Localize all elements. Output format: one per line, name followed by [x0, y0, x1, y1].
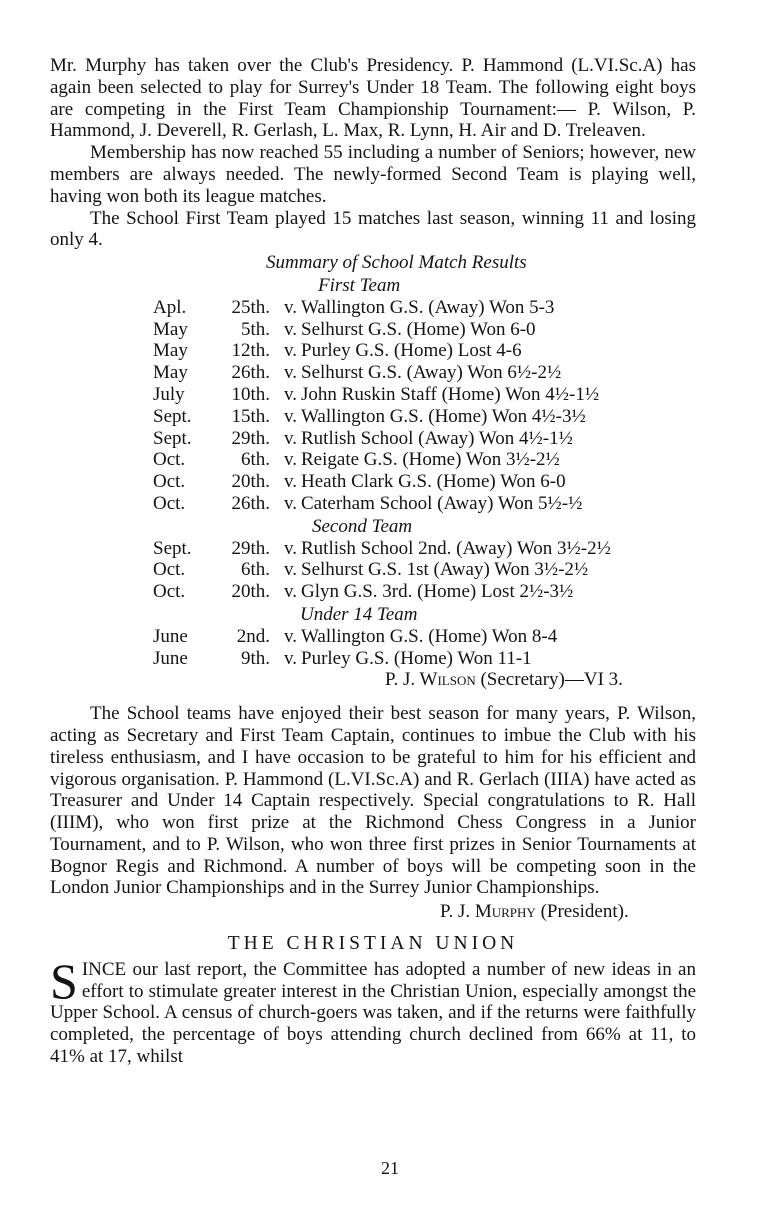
match-month: May — [153, 340, 188, 362]
match-detail: Wallington G.S. (Home) Won 8-4 — [301, 625, 558, 647]
christian-union-paragraph — [50, 952, 696, 1068]
match-versus: v. — [283, 625, 297, 647]
match-month: Sept. — [153, 427, 192, 449]
christian-union-text: INCE our last report, the Committee has adopted a number of new ideas in an effort to stimulate greater interest in the Christian Union, especially amongst the Upper School. A census of church-goers was taken, and if the returns were faithfully completed, the percentage of boys attending church declined from 66% at 11, to 41% at 17, whilst — [50, 958, 696, 1068]
summary-title-text: Summary of School Match Results — [266, 252, 527, 274]
match-row — [153, 581, 696, 603]
match-versus: v. — [283, 340, 297, 362]
match-versus: v. — [283, 647, 297, 669]
match-day: 20th. — [231, 471, 270, 493]
match-row — [153, 319, 696, 341]
match-row — [153, 406, 696, 428]
summary-title — [266, 252, 696, 274]
match-detail: Selhurst G.S. (Home) Won 6-0 — [301, 318, 536, 340]
match-row — [153, 493, 696, 515]
match-versus: v. — [283, 427, 297, 449]
match-detail: John Ruskin Staff (Home) Won 4½-1½ — [301, 383, 600, 405]
match-versus: v. — [283, 296, 297, 318]
match-versus: v. — [283, 581, 297, 603]
match-day: 6th. — [240, 449, 270, 471]
match-detail: Rutlish School (Away) Won 4½-1½ — [301, 427, 573, 449]
text-column — [50, 55, 696, 1068]
match-day: 29th. — [231, 537, 270, 559]
secretary-name: P. J. Wilson — [385, 669, 476, 691]
match-versus: v. — [283, 318, 297, 340]
secretary-signature — [385, 669, 696, 691]
president-role: (President). — [540, 901, 629, 923]
match-row — [153, 340, 696, 362]
match-table — [153, 297, 696, 515]
match-day: 2nd. — [236, 625, 270, 647]
intro-paragraph-1: Mr. Murphy has taken over the Club's Presidency. P. Hammond (L.VI.Sc.A) has again been selected to play for Surrey's Under 18 Team. The following eight boys are competing in the First Team Championship Tournament:— P. Wilson, P. Hammond, J. Deverell, R. Gerlash, L. Max, R. Lynn, H. Air and D. Treleaven. — [50, 55, 696, 142]
match-detail: Wallington G.S. (Away) Won 5-3 — [301, 296, 555, 318]
match-month: Apl. — [153, 296, 187, 318]
match-versus: v. — [283, 405, 297, 427]
match-month: Oct. — [153, 492, 186, 514]
match-day: 10th. — [231, 383, 270, 405]
match-month: Sept. — [153, 537, 192, 559]
page-number: 21 — [381, 1158, 399, 1178]
match-month: May — [153, 362, 188, 384]
section-heading: THE CHRISTIAN UNION — [227, 933, 519, 955]
match-detail: Reigate G.S. (Home) Won 3½-2½ — [301, 449, 560, 471]
match-day: 26th. — [231, 492, 270, 514]
match-versus: v. — [283, 559, 297, 581]
match-detail: Wallington G.S. (Home) Won 4½-3½ — [301, 405, 586, 427]
team-heading: First Team — [318, 274, 401, 296]
match-month: Oct. — [153, 581, 186, 603]
match-month: June — [153, 647, 188, 669]
match-month: July — [153, 383, 185, 405]
president-name: P. J. Murphy — [440, 901, 536, 923]
match-day: 6th. — [240, 559, 270, 581]
match-row — [153, 626, 696, 648]
match-detail: Glyn G.S. 3rd. (Home) Lost 2½-3½ — [301, 581, 574, 603]
match-row — [153, 297, 696, 319]
match-month: June — [153, 625, 188, 647]
match-row — [153, 449, 696, 471]
match-month: May — [153, 318, 188, 340]
match-day: 25th. — [231, 296, 270, 318]
match-versus: v. — [283, 449, 297, 471]
match-versus: v. — [283, 383, 297, 405]
match-versus: v. — [283, 471, 297, 493]
match-row — [153, 362, 696, 384]
match-day: 15th. — [231, 405, 270, 427]
match-row — [153, 471, 696, 493]
intro-paragraph-3: The School First Team played 15 matches last season, winning 11 and losing only 4. — [50, 207, 696, 251]
match-detail: Caterham School (Away) Won 5½-½ — [301, 492, 583, 514]
match-day: 12th. — [231, 340, 270, 362]
intro-paragraph-2: Membership has now reached 55 including a number of Seniors; however, new members are always needed. The newly-formed Second Team is playing well, having won both its league matches. — [50, 142, 696, 207]
match-day: 26th. — [231, 362, 270, 384]
match-table — [153, 626, 696, 670]
match-month: Oct. — [153, 449, 186, 471]
match-detail: Selhurst G.S. (Away) Won 6½-2½ — [301, 362, 562, 384]
match-table — [153, 538, 696, 603]
match-detail: Heath Clark G.S. (Home) Won 6-0 — [301, 471, 566, 493]
match-detail: Rutlish School 2nd. (Away) Won 3½-2½ — [301, 537, 611, 559]
match-day: 20th. — [231, 581, 270, 603]
match-row — [153, 428, 696, 450]
team-heading: Second Team — [312, 515, 413, 537]
match-row — [153, 648, 696, 670]
match-month: Oct. — [153, 471, 186, 493]
match-row — [153, 559, 696, 581]
match-row — [153, 384, 696, 406]
match-row — [153, 538, 696, 560]
match-detail: Purley G.S. (Home) Lost 4-6 — [301, 340, 522, 362]
team-heading: Under 14 Team — [300, 603, 418, 625]
match-versus: v. — [283, 492, 297, 514]
match-detail: Selhurst G.S. 1st (Away) Won 3½-2½ — [301, 559, 589, 581]
president-signature — [440, 901, 696, 923]
drop-cap: S — [50, 952, 78, 1009]
match-day: 29th. — [231, 427, 270, 449]
match-day: 5th. — [240, 318, 270, 340]
match-results — [50, 275, 696, 669]
match-versus: v. — [283, 537, 297, 559]
match-detail: Purley G.S. (Home) Won 11-1 — [301, 647, 532, 669]
report-paragraph: The School teams have enjoyed their best season for many years, P. Wilson, acting as Secretary and First Team Captain, continues to imbue the Club with his tireless enthusiasm, and I have occasion to be grateful to him for his efficient and vigorous organisation. P. Hammond (L.VI.Sc.A) and R. Gerlach (IIIA) have acted as Treasurer and Under 14 Captain respectively. Special congratulations to R. Hall (IIIM), who won first prize at the Richmond Chess Congress in a Junior Tournament, and to P. Wilson, who won three first prizes in Senior Tournaments at Bognor Regis and Richmond. A number of boys will be competing soon in the London Junior Championships and in the Surrey Junior Championships. — [50, 703, 696, 899]
secretary-role: (Secretary)—VI 3. — [480, 669, 623, 691]
match-month: Oct. — [153, 559, 186, 581]
match-versus: v. — [283, 362, 297, 384]
match-day: 9th. — [240, 647, 270, 669]
match-month: Sept. — [153, 405, 192, 427]
